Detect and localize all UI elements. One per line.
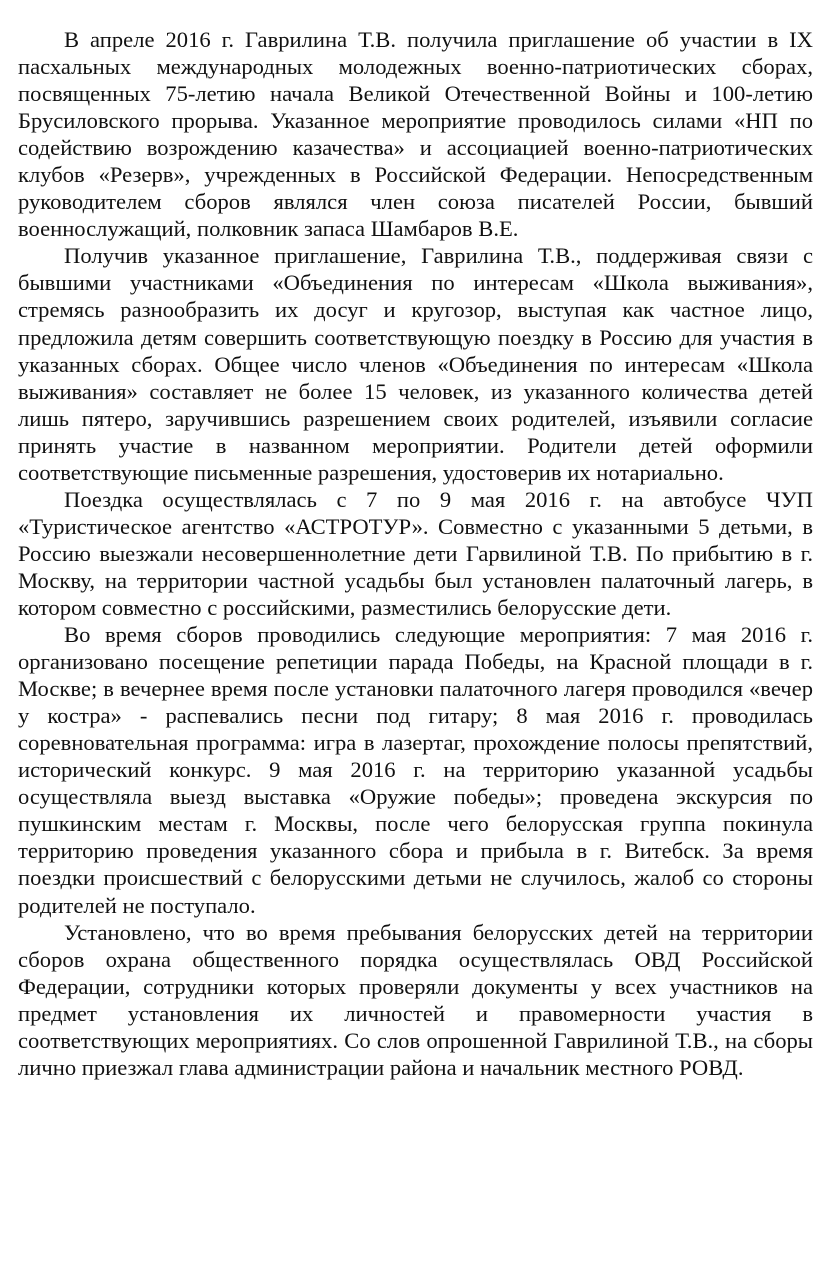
paragraph-invitation: В апреле 2016 г. Гаврилина Т.В. получила приглашение об участии в IX пасхальных международных молодежных военно-патриотических сборах, посвященных 75-летию начала Великой Отечественной Войны и 100-летию Брусиловского прорыва. Указанное мероприятие проводилось силами «НП по содействию возрождению казачества» и ассоциацией военно-патриотических клубов «Резерв», учрежденных в Российской Федерации. Непосредственным руководителем сборов являлся член союза писателей России, бывший военнослужащий, полковник запаса Шамбаров В.Е. — [18, 27, 813, 242]
paragraph-security: Установлено, что во время пребывания белорусских детей на территории сборов охрана общественного порядка осуществлялась ОВД Российской Федерации, сотрудники которых проверяли документы у всех участников на предмет установления их личностей и правомерности участия в соответствующих мероприятиях. Со слов опрошенной Гаврилиной Т.В., на сборы лично приезжал глава администрации района и начальник местного РОВД. — [18, 919, 813, 1080]
paragraph-trip-proposal: Получив указанное приглашение, Гаврилина Т.В., поддерживая связи с бывшими участниками «Объединения по интересам «Школа выживания», стремясь разнообразить их досуг и кругозор, выступая как частное лицо, предложила детям совершить соответствующую поездку в Россию для участия в указанных сборах. Общее число членов «Объединения по интересам «Школа выживания» составляет не более 15 человек, из указанного количества детей лишь пятеро, заручившись разрешением своих родителей, изъявили согласие принять участие в названном мероприятии. Родители детей оформили соответствующие письменные разрешения, удостоверив их нотариально. — [18, 243, 813, 485]
paragraph-events: Во время сборов проводились следующие мероприятия: 7 мая 2016 г. организовано посещение репетиции парада Победы, на Красной площади в г. Москве; в вечернее время после установки палаточного лагеря проводился «вечер у костра» - распевались песни под гитару; 8 мая 2016 г. проводилась соревновательная программа: игра в лазертаг, прохождение полосы препятствий, исторический конкурс. 9 мая 2016 г. на территорию указанной усадьбы осуществляла выезд выставка «Оружие победы»; проведена экскурсия по пушкинским местам г. Москвы, после чего белорусская группа покинула территорию проведения указанного сбора и прибыла в г. Витебск. За время поездки происшествий с белорусскими детьми не случилось, жалоб со стороны родителей не поступало. — [18, 622, 813, 918]
paragraph-trip-details: Поездка осуществлялась с 7 по 9 мая 2016 г. на автобусе ЧУП «Туристическое агентство «АСТРОТУР». Совместно с указанными 5 детьми, в Россию выезжали несовершеннолетние дети Гарвилиной Т.В. По прибытию в г. Москву, на территории частной усадьбы был установлен палаточный лагерь, в котором совместно с российскими, разместились белорусские дети. — [18, 486, 813, 620]
